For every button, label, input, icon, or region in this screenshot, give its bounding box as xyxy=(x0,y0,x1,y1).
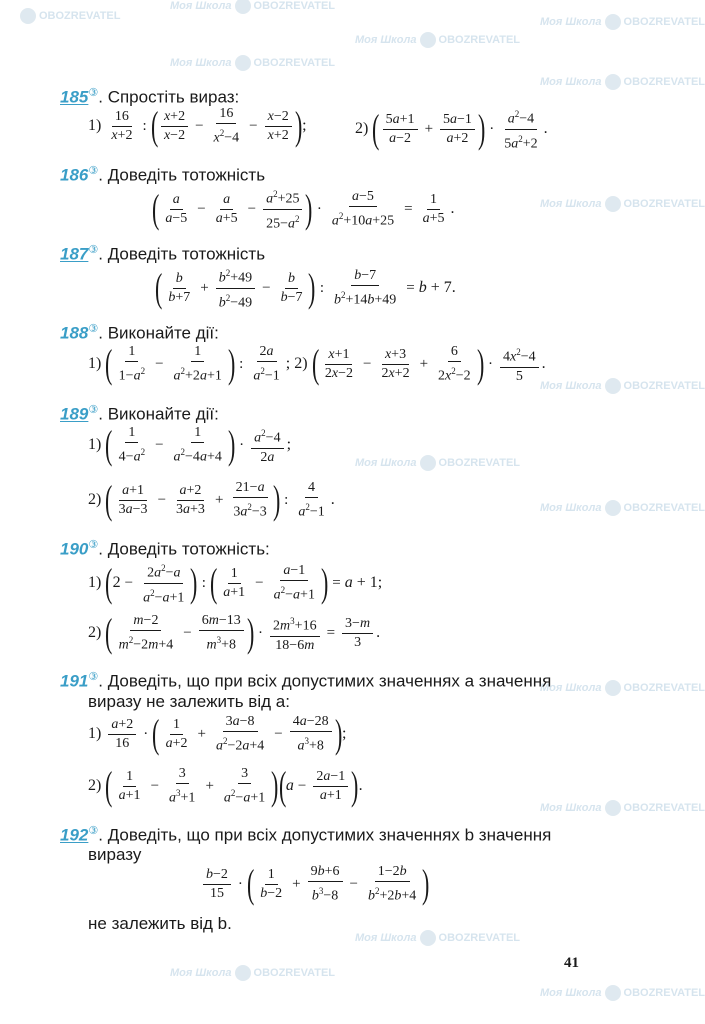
problem-192-heading xyxy=(60,824,551,846)
problem-text: . Спростіть вираз: xyxy=(98,87,240,107)
problem-189-heading xyxy=(60,403,219,425)
level-icon: ③ xyxy=(88,244,99,256)
problem-191-expr-2: 2) ( $\frac{1}{a+1}$ − $\frac{3}{a^3+1}$ + $\frac{3}{a^2-a+1}$ ) ( a − $\frac{2a-1}{a+1}$ ) . xyxy=(88,763,363,809)
problem-text: . Доведіть тотожність xyxy=(98,165,266,185)
watermark: Моя Школа OBOZREVATEL xyxy=(540,800,705,816)
problem-191-text-2: виразу не залежить від a: xyxy=(88,692,290,711)
watermark: Моя Школа OBOZREVATEL xyxy=(170,965,335,981)
level-icon: ③ xyxy=(88,87,99,99)
problem-number: 187 xyxy=(60,244,89,264)
problem-191-heading xyxy=(60,670,551,692)
problem-number: 190 xyxy=(60,539,89,559)
problem-text: . Виконайте дії: xyxy=(98,404,219,424)
level-icon: ③ xyxy=(88,404,99,416)
problem-text: . Доведіть, що при всіх допустимих значеннях a значення xyxy=(98,671,552,691)
problem-190-heading xyxy=(60,538,270,560)
watermark: Моя Школа OBOZREVATEL xyxy=(540,500,705,516)
watermark: Моя Школа OBOZREVATEL xyxy=(355,32,520,48)
problem-191-expr-1: 1) $\frac{a+2}{16}$ · ( $\frac{1}{a+2}$ + $\frac{3a-8}{a^2-2a+4}$ − $\frac{4a-28}{a^3+8}$ ) ; xyxy=(88,711,347,757)
problem-text: . Доведіть тотожність: xyxy=(98,539,270,559)
problem-190-expr-1: 1) ( 2 − $\frac{2a^2-a}{a^2-a+1}$ ) : ( $\frac{1}{a+1}$ − $\frac{a-1}{a^2-a+1}$ ) = a + 1; xyxy=(88,560,383,606)
problem-192-text-2: виразу xyxy=(88,845,142,864)
problem-190-expr-2: 2) ( $\frac{m-2}{m^2-2m+4}$ − $\frac{6m-13}{m^3+8}$ ) · $\frac{2m^3+16}{18-6m}$ = $\frac{3-m}{3}$ . xyxy=(88,610,381,656)
problem-189-expr-2: 2) ( $\frac{a+1}{3a-3}$ − $\frac{a+2}{3a+3}$ + $\frac{21-a}{3a^2-3}$ ) : $\frac{4}{a^2-1}$ . xyxy=(88,477,335,523)
problem-186-expr: ( $\frac{a}{a-5}$ − $\frac{a}{a+5}$ − $\frac{a^2+25}{25-a^2}$ ) · $\frac{a-5}{a^2+10a+25}$ = $\frac{1}{a+5}$ . xyxy=(151,186,455,232)
problem-187-heading xyxy=(60,243,265,265)
problem-text: . Доведіть, що при всіх допустимих значеннях b значення xyxy=(98,825,552,845)
problem-185-expr-2: 2) ( $\frac{5a+1}{a-2}$ + $\frac{5a-1}{a+2}$ ) · $\frac{a^2-4}{5a^2+2}$ . xyxy=(355,106,548,152)
watermark: Моя Школа OBOZREVATEL xyxy=(170,0,335,14)
problem-number: 192 xyxy=(60,825,89,845)
problem-number: 191 xyxy=(60,671,89,691)
watermark: Моя Школа OBOZREVATEL xyxy=(540,14,705,30)
watermark: Моя Школа OBOZREVATEL xyxy=(355,930,520,946)
problem-185-expr-1: 1) $\frac{16}{x+2}$ : ( $\frac{x+2}{x-2}$ − $\frac{16}{x^2-4}$ − $\frac{x-2}{x+2}$ ) ; xyxy=(88,103,307,149)
level-icon: ③ xyxy=(88,165,99,177)
problem-186-heading xyxy=(60,164,265,186)
watermark: Моя Школа OBOZREVATEL xyxy=(540,985,705,1001)
level-icon: ③ xyxy=(88,825,99,837)
problem-188-expr: 1) ( $\frac{1}{1-a^2}$ − $\frac{1}{a^2+2a+1}$ ) : $\frac{2a}{a^2-1}$ ; 2) ( $\frac{x+1}{2x-2}$ − $\frac{x+3}{2x+2}$ + $\frac{6}{2x^2-2}$ ) · $\frac{4x^2-4}{5}$ . xyxy=(88,341,546,387)
problem-188-heading xyxy=(60,322,219,344)
watermark: Моя Школа OBOZREVATEL xyxy=(540,196,705,212)
watermark: Моя Школа OBOZREVATEL xyxy=(540,680,705,696)
problem-187-expr: ( $\frac{b}{b+7}$ + $\frac{b^2+49}{b^2-49}$ − $\frac{b}{b-7}$ ) : $\frac{b-7}{b^2+14b+49}$ = b + 7. xyxy=(154,265,456,311)
watermark: Моя Школа OBOZREVATEL xyxy=(170,55,335,71)
level-icon: ③ xyxy=(88,671,99,683)
watermark: Моя Школа OBOZREVATEL xyxy=(540,74,705,90)
problem-number: 186 xyxy=(60,165,89,185)
page-number: 41 xyxy=(564,955,579,971)
level-icon: ③ xyxy=(88,539,99,551)
problem-number: 188 xyxy=(60,323,89,343)
problem-185-heading xyxy=(60,86,239,108)
problem-text: . Виконайте дії: xyxy=(98,323,219,343)
watermark: OBOZREVATEL xyxy=(20,8,120,24)
problem-number: 189 xyxy=(60,404,89,424)
level-icon: ③ xyxy=(88,323,99,335)
problem-192-expr: $\frac{b-2}{15}$ · ( $\frac{1}{b-2}$ + $\frac{9b+6}{b^3-8}$ − $\frac{1-2b}{b^2+2b+4}$ ) xyxy=(200,864,430,905)
problem-text: . Доведіть тотожність xyxy=(98,244,266,264)
watermark: Моя Школа OBOZREVATEL xyxy=(540,378,705,394)
problem-number: 185 xyxy=(60,87,89,107)
problem-192-text-3: не залежить від b. xyxy=(88,914,232,933)
problem-189-expr-1: 1) ( $\frac{1}{4-a^2}$ − $\frac{1}{a^2-4a+4}$ ) · $\frac{a^2-4}{2a}$ ; xyxy=(88,422,292,468)
watermark: Моя Школа OBOZREVATEL xyxy=(355,455,520,471)
